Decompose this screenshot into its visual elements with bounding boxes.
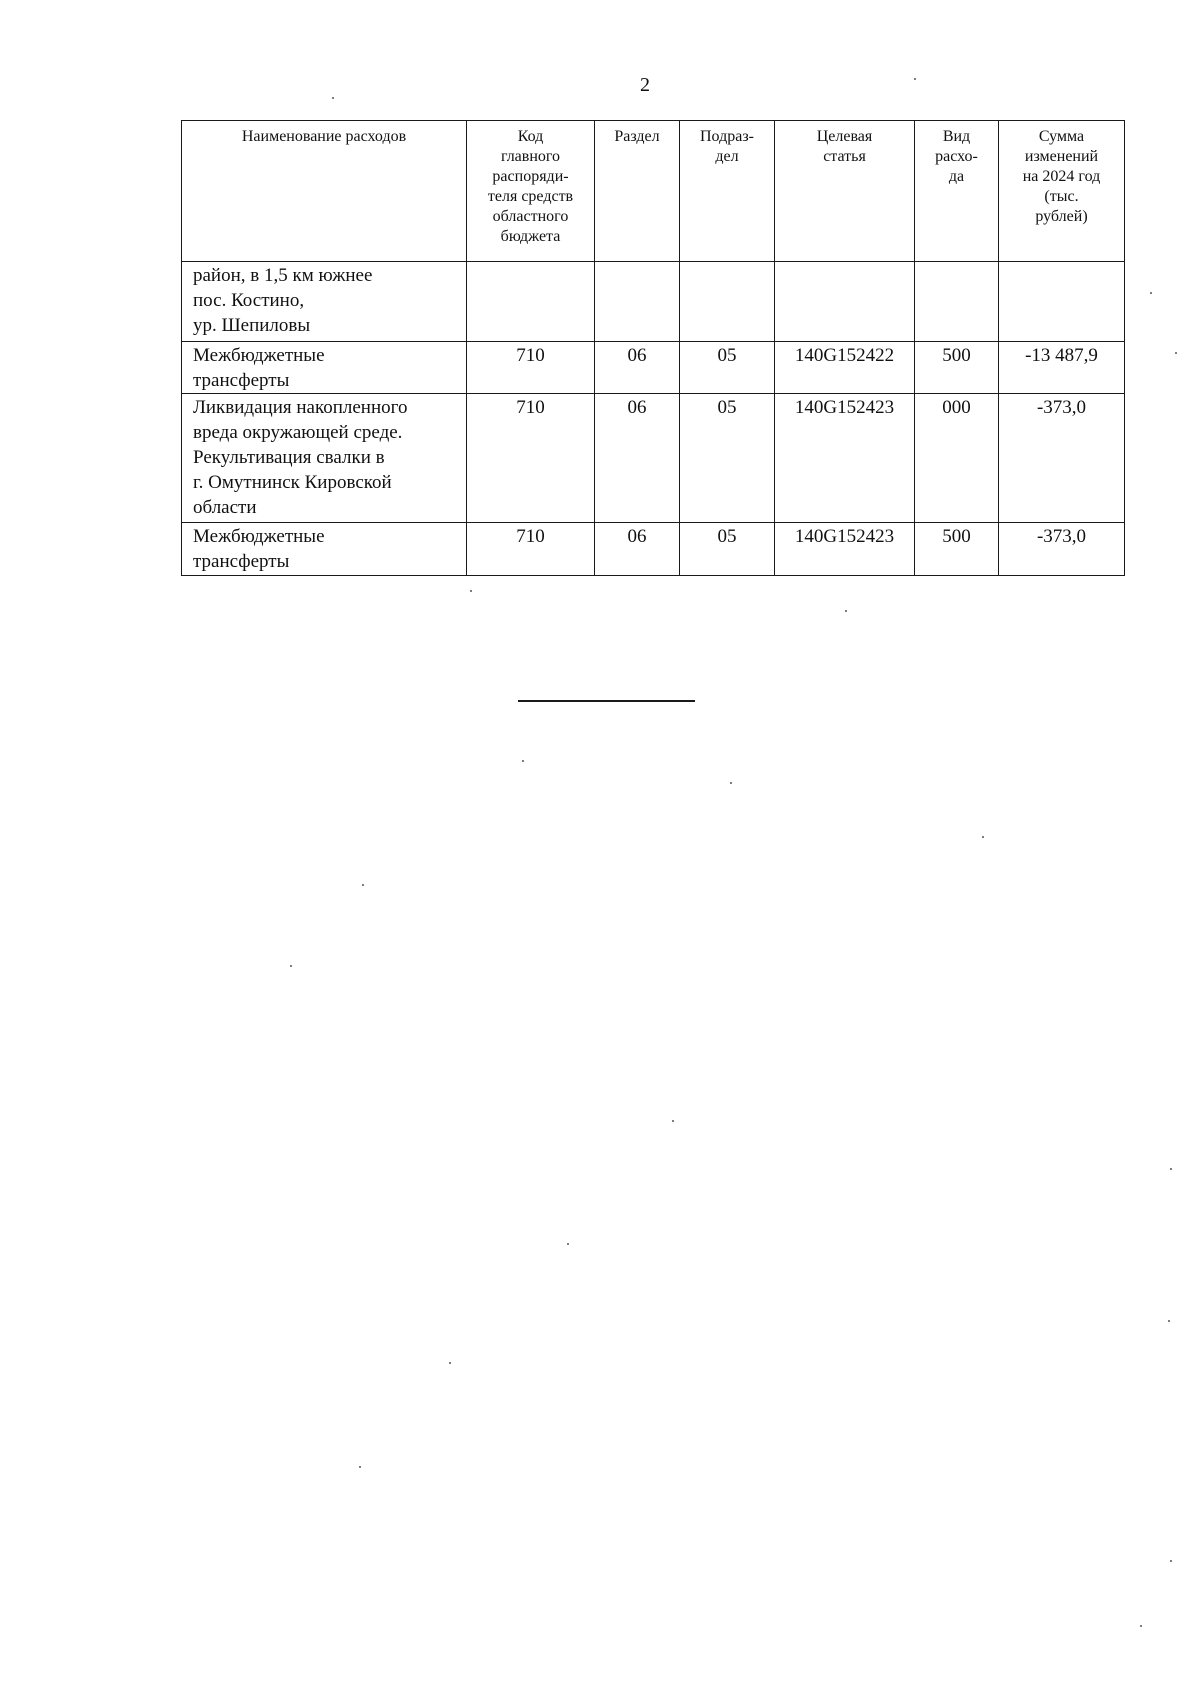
cell-subsection: 05 <box>680 394 775 523</box>
table-row <box>182 342 1125 394</box>
header-expense-name: Наименование расходов <box>182 121 467 262</box>
cell-expense-kind: 000 <box>915 394 999 523</box>
cell-manager-code <box>467 262 595 342</box>
cell-target-article: 140G152422 <box>775 342 915 394</box>
cell-section: 06 <box>595 523 680 576</box>
scan-speck <box>332 97 334 99</box>
scan-speck <box>1140 1625 1142 1627</box>
scan-speck <box>1150 292 1152 294</box>
scan-speck <box>359 1466 361 1468</box>
scan-speck <box>1170 1168 1172 1170</box>
cell-expense-name: Межбюджетные трансферты <box>182 342 467 394</box>
scan-speck <box>1170 1560 1172 1562</box>
cell-expense-name: район, в 1,5 км южнее пос. Костино, ур. Шепиловы <box>182 262 467 342</box>
budget-changes-table <box>181 120 1125 576</box>
page-number: 2 <box>640 74 650 96</box>
header-expense-kind: Вид расхо- да <box>915 121 999 262</box>
cell-manager-code: 710 <box>467 342 595 394</box>
table-header-row <box>182 121 1125 262</box>
header-manager-code: Код главного распоряди- теля средств областного бюджета <box>467 121 595 262</box>
header-change-sum: Сумма изменений на 2024 год (тыс. рублей) <box>999 121 1125 262</box>
cell-expense-name: Межбюджетные трансферты <box>182 523 467 576</box>
cell-expense-kind: 500 <box>915 523 999 576</box>
cell-change-sum: -373,0 <box>999 394 1125 523</box>
scan-speck <box>470 590 472 592</box>
cell-subsection: 05 <box>680 342 775 394</box>
scan-speck <box>522 760 524 762</box>
scan-speck <box>914 78 916 80</box>
scan-speck <box>567 1243 569 1245</box>
scan-speck <box>1175 352 1177 354</box>
scan-speck <box>362 884 364 886</box>
table-row <box>182 523 1125 576</box>
cell-subsection <box>680 262 775 342</box>
scan-speck <box>449 1362 451 1364</box>
cell-subsection: 05 <box>680 523 775 576</box>
cell-change-sum: -373,0 <box>999 523 1125 576</box>
cell-expense-kind: 500 <box>915 342 999 394</box>
cell-change-sum: -13 487,9 <box>999 342 1125 394</box>
scan-speck <box>1168 1320 1170 1322</box>
end-of-document-rule <box>518 700 695 702</box>
cell-expense-name: Ликвидация накопленного вреда окружающей среде. Рекультивация свалки в г. Омутнинск Кировской области <box>182 394 467 523</box>
scan-speck <box>290 965 292 967</box>
header-section: Раздел <box>595 121 680 262</box>
table-row <box>182 262 1125 342</box>
cell-section: 06 <box>595 394 680 523</box>
scan-speck <box>982 836 984 838</box>
table-row <box>182 394 1125 523</box>
cell-section: 06 <box>595 342 680 394</box>
scan-speck <box>730 782 732 784</box>
header-target-article: Целевая статья <box>775 121 915 262</box>
cell-change-sum <box>999 262 1125 342</box>
cell-target-article: 140G152423 <box>775 394 915 523</box>
cell-expense-kind <box>915 262 999 342</box>
cell-target-article: 140G152423 <box>775 523 915 576</box>
cell-target-article <box>775 262 915 342</box>
scan-speck <box>845 610 847 612</box>
cell-section <box>595 262 680 342</box>
scan-speck <box>672 1120 674 1122</box>
cell-manager-code: 710 <box>467 394 595 523</box>
header-subsection: Подраз- дел <box>680 121 775 262</box>
cell-manager-code: 710 <box>467 523 595 576</box>
